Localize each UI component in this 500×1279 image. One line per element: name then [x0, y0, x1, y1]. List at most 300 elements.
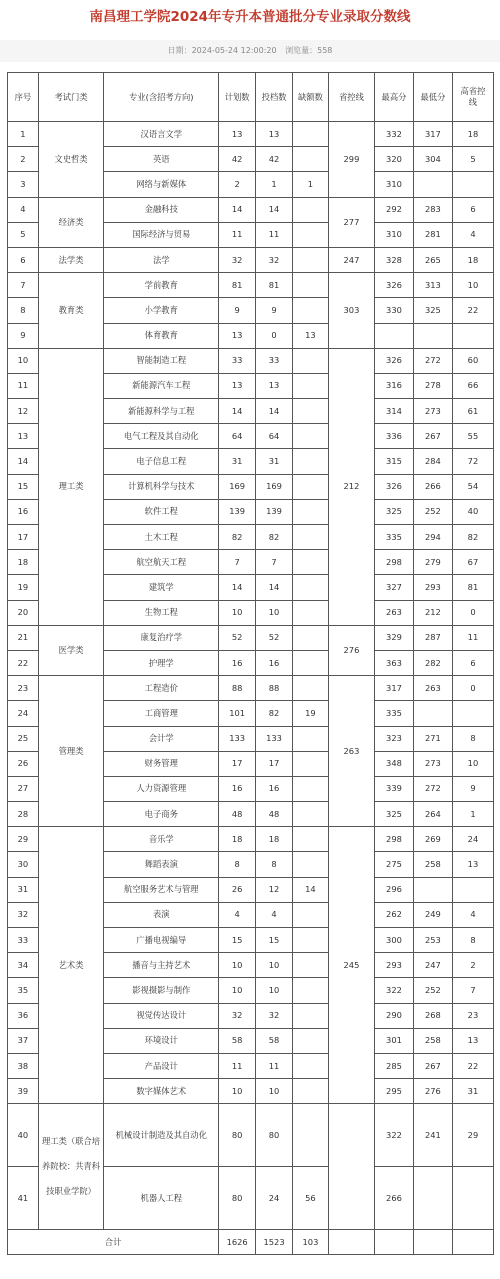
- above-control-line: 8: [452, 726, 493, 751]
- column-header: 序号: [8, 73, 39, 122]
- min-score: 278: [413, 373, 452, 398]
- plan-count: 52: [219, 625, 256, 650]
- total-plan: 1626: [219, 1230, 256, 1255]
- max-score: 298: [375, 550, 414, 575]
- row-index: 12: [8, 399, 39, 424]
- max-score: 295: [375, 1079, 414, 1104]
- filed-count: 12: [256, 877, 293, 902]
- min-score: [413, 323, 452, 348]
- vacancy-count: [293, 373, 329, 398]
- empty-cell: [375, 1230, 414, 1255]
- min-score: [413, 701, 452, 726]
- plan-count: 10: [219, 600, 256, 625]
- table-row: [8, 197, 494, 222]
- above-control-line: 60: [452, 348, 493, 373]
- major-name: 工商管理: [104, 701, 219, 726]
- min-score: 266: [413, 474, 452, 499]
- vacancy-count: [293, 247, 329, 272]
- major-name: 智能制造工程: [104, 348, 219, 373]
- row-index: 5: [8, 222, 39, 247]
- vacancy-count: [293, 298, 329, 323]
- filed-count: 88: [256, 676, 293, 701]
- min-score: 265: [413, 247, 452, 272]
- row-index: 18: [8, 550, 39, 575]
- province-control-line: 245: [328, 827, 374, 1104]
- province-control-line: [328, 1104, 374, 1230]
- table-row: [8, 348, 494, 373]
- row-index: 13: [8, 424, 39, 449]
- max-score: 335: [375, 701, 414, 726]
- max-score: 348: [375, 751, 414, 776]
- max-score: 363: [375, 650, 414, 675]
- column-header: 缺额数: [293, 73, 329, 122]
- above-control-line: 9: [452, 776, 493, 801]
- row-index: 19: [8, 575, 39, 600]
- major-name: 产品设计: [104, 1053, 219, 1078]
- column-header: 最高分: [375, 73, 414, 122]
- filed-count: 18: [256, 827, 293, 852]
- min-score: 252: [413, 499, 452, 524]
- plan-count: 8: [219, 852, 256, 877]
- filed-count: 82: [256, 701, 293, 726]
- max-score: 328: [375, 247, 414, 272]
- score-table-container: [7, 72, 494, 1255]
- plan-count: 13: [219, 373, 256, 398]
- province-control-line: 212: [328, 348, 374, 625]
- above-control-line: 22: [452, 1053, 493, 1078]
- max-score: 315: [375, 449, 414, 474]
- vacancy-count: [293, 953, 329, 978]
- min-score: 325: [413, 298, 452, 323]
- row-index: 14: [8, 449, 39, 474]
- max-score: 298: [375, 827, 414, 852]
- filed-count: 32: [256, 247, 293, 272]
- max-score: 292: [375, 197, 414, 222]
- min-score: 281: [413, 222, 452, 247]
- filed-count: 33: [256, 348, 293, 373]
- vacancy-count: [293, 676, 329, 701]
- above-control-line: [452, 877, 493, 902]
- above-control-line: 66: [452, 373, 493, 398]
- row-index: 3: [8, 172, 39, 197]
- above-control-line: 81: [452, 575, 493, 600]
- filed-count: 133: [256, 726, 293, 751]
- vacancy-count: [293, 424, 329, 449]
- vacancy-count: [293, 1053, 329, 1078]
- exam-category: 教育类: [38, 273, 104, 349]
- plan-count: 133: [219, 726, 256, 751]
- vacancy-count: [293, 273, 329, 298]
- max-score: 285: [375, 1053, 414, 1078]
- major-name: 体育教育: [104, 323, 219, 348]
- above-control-line: 8: [452, 928, 493, 953]
- row-index: 26: [8, 751, 39, 776]
- row-index: 1: [8, 122, 39, 147]
- row-index: 15: [8, 474, 39, 499]
- major-name: 法学: [104, 247, 219, 272]
- plan-count: 139: [219, 499, 256, 524]
- above-control-line: 24: [452, 827, 493, 852]
- min-score: 212: [413, 600, 452, 625]
- above-control-line: 61: [452, 399, 493, 424]
- row-index: 8: [8, 298, 39, 323]
- major-name: 财务管理: [104, 751, 219, 776]
- plan-count: 81: [219, 273, 256, 298]
- plan-count: 10: [219, 978, 256, 1003]
- empty-cell: [328, 1230, 374, 1255]
- exam-category: 管理类: [38, 676, 104, 827]
- min-score: 304: [413, 147, 452, 172]
- plan-count: 11: [219, 1053, 256, 1078]
- plan-count: 88: [219, 676, 256, 701]
- vacancy-count: [293, 928, 329, 953]
- max-score: 329: [375, 625, 414, 650]
- row-index: 9: [8, 323, 39, 348]
- min-score: 269: [413, 827, 452, 852]
- filed-count: 0: [256, 323, 293, 348]
- major-name: 电子信息工程: [104, 449, 219, 474]
- above-control-line: [452, 701, 493, 726]
- max-score: 316: [375, 373, 414, 398]
- table-row: [8, 247, 494, 272]
- filed-count: 10: [256, 978, 293, 1003]
- min-score: 273: [413, 751, 452, 776]
- plan-count: 7: [219, 550, 256, 575]
- province-control-line: 299: [328, 122, 374, 198]
- min-score: 273: [413, 399, 452, 424]
- major-name: 国际经济与贸易: [104, 222, 219, 247]
- min-score: 287: [413, 625, 452, 650]
- above-control-line: 13: [452, 852, 493, 877]
- plan-count: 2: [219, 172, 256, 197]
- above-control-line: [452, 323, 493, 348]
- row-index: 20: [8, 600, 39, 625]
- min-score: [413, 172, 452, 197]
- min-score: 252: [413, 978, 452, 1003]
- major-name: 软件工程: [104, 499, 219, 524]
- row-index: 32: [8, 902, 39, 927]
- plan-count: 13: [219, 122, 256, 147]
- above-control-line: 23: [452, 1003, 493, 1028]
- row-index: 35: [8, 978, 39, 1003]
- row-index: 17: [8, 525, 39, 550]
- max-score: 300: [375, 928, 414, 953]
- plan-count: 101: [219, 701, 256, 726]
- above-control-line: 2: [452, 953, 493, 978]
- table-row: [8, 1104, 494, 1167]
- min-score: 258: [413, 852, 452, 877]
- min-score: 264: [413, 802, 452, 827]
- vacancy-count: [293, 474, 329, 499]
- plan-count: 26: [219, 877, 256, 902]
- row-index: 39: [8, 1079, 39, 1104]
- major-name: 视觉传达设计: [104, 1003, 219, 1028]
- major-name: 小学教育: [104, 298, 219, 323]
- above-control-line: 0: [452, 676, 493, 701]
- major-name: 土木工程: [104, 525, 219, 550]
- row-index: 22: [8, 650, 39, 675]
- max-score: 275: [375, 852, 414, 877]
- max-score: [375, 323, 414, 348]
- exam-category: 医学类: [38, 625, 104, 675]
- above-control-line: 4: [452, 902, 493, 927]
- major-name: 数字媒体艺术: [104, 1079, 219, 1104]
- plan-count: 13: [219, 323, 256, 348]
- row-index: 30: [8, 852, 39, 877]
- max-score: 310: [375, 222, 414, 247]
- table-row: [8, 122, 494, 147]
- plan-count: 14: [219, 399, 256, 424]
- filed-count: 14: [256, 197, 293, 222]
- min-score: 258: [413, 1028, 452, 1053]
- exam-category: 文史哲类: [38, 122, 104, 198]
- above-control-line: 11: [452, 625, 493, 650]
- major-name: 音乐学: [104, 827, 219, 852]
- filed-count: 11: [256, 1053, 293, 1078]
- vacancy-count: [293, 449, 329, 474]
- vacancy-count: [293, 1003, 329, 1028]
- column-header: 最低分: [413, 73, 452, 122]
- above-control-line: 18: [452, 122, 493, 147]
- filed-count: 10: [256, 953, 293, 978]
- row-index: 21: [8, 625, 39, 650]
- filed-count: 10: [256, 600, 293, 625]
- min-score: 282: [413, 650, 452, 675]
- plan-count: 33: [219, 348, 256, 373]
- total-label: 合计: [8, 1230, 219, 1255]
- max-score: 326: [375, 348, 414, 373]
- above-control-line: [452, 172, 493, 197]
- vacancy-count: [293, 1079, 329, 1104]
- plan-count: 17: [219, 751, 256, 776]
- max-score: 322: [375, 1104, 414, 1167]
- row-index: 25: [8, 726, 39, 751]
- min-score: 268: [413, 1003, 452, 1028]
- above-control-line: 54: [452, 474, 493, 499]
- vacancy-count: [293, 1104, 329, 1167]
- vacancy-count: 56: [293, 1167, 329, 1230]
- filed-count: 14: [256, 399, 293, 424]
- above-control-line: [452, 1167, 493, 1230]
- major-name: 航空航天工程: [104, 550, 219, 575]
- filed-count: 13: [256, 122, 293, 147]
- vacancy-count: [293, 827, 329, 852]
- min-score: 293: [413, 575, 452, 600]
- major-name: 网络与新媒体: [104, 172, 219, 197]
- row-index: 10: [8, 348, 39, 373]
- column-header: 投档数: [256, 73, 293, 122]
- max-score: 263: [375, 600, 414, 625]
- vacancy-count: [293, 625, 329, 650]
- plan-count: 32: [219, 247, 256, 272]
- vacancy-count: [293, 978, 329, 1003]
- major-name: 电子商务: [104, 802, 219, 827]
- row-index: 37: [8, 1028, 39, 1053]
- vacancy-count: 1: [293, 172, 329, 197]
- empty-cell: [452, 1230, 493, 1255]
- filed-count: 9: [256, 298, 293, 323]
- above-control-line: 40: [452, 499, 493, 524]
- province-control-line: 263: [328, 676, 374, 827]
- row-index: 41: [8, 1167, 39, 1230]
- major-name: 广播电视编导: [104, 928, 219, 953]
- max-score: 326: [375, 474, 414, 499]
- major-name: 会计学: [104, 726, 219, 751]
- vacancy-count: [293, 147, 329, 172]
- filed-count: 81: [256, 273, 293, 298]
- major-name: 护理学: [104, 650, 219, 675]
- max-score: 317: [375, 676, 414, 701]
- plan-count: 80: [219, 1167, 256, 1230]
- vacancy-count: [293, 348, 329, 373]
- plan-count: 10: [219, 953, 256, 978]
- row-index: 11: [8, 373, 39, 398]
- max-score: 335: [375, 525, 414, 550]
- exam-category: 经济类: [38, 197, 104, 247]
- empty-cell: [413, 1230, 452, 1255]
- vacancy-count: [293, 399, 329, 424]
- max-score: 322: [375, 978, 414, 1003]
- exam-category: 理工类（联合培养院校：共青科技职业学院）: [38, 1104, 104, 1230]
- min-score: [413, 1167, 452, 1230]
- max-score: 339: [375, 776, 414, 801]
- vacancy-count: [293, 499, 329, 524]
- max-score: 290: [375, 1003, 414, 1028]
- vacancy-count: [293, 802, 329, 827]
- plan-count: 11: [219, 222, 256, 247]
- table-header-row: [8, 73, 494, 122]
- major-name: 播音与主持艺术: [104, 953, 219, 978]
- vacancy-count: [293, 122, 329, 147]
- row-index: 24: [8, 701, 39, 726]
- plan-count: 16: [219, 776, 256, 801]
- min-score: 272: [413, 776, 452, 801]
- above-control-line: 18: [452, 247, 493, 272]
- plan-count: 82: [219, 525, 256, 550]
- row-index: 29: [8, 827, 39, 852]
- major-name: 工程造价: [104, 676, 219, 701]
- filed-count: 8: [256, 852, 293, 877]
- column-header: 省控线: [328, 73, 374, 122]
- exam-category: 理工类: [38, 348, 104, 625]
- row-index: 38: [8, 1053, 39, 1078]
- row-index: 23: [8, 676, 39, 701]
- plan-count: 31: [219, 449, 256, 474]
- major-name: 学前教育: [104, 273, 219, 298]
- min-score: 267: [413, 1053, 452, 1078]
- score-table: [7, 72, 494, 1255]
- min-score: 272: [413, 348, 452, 373]
- filed-count: 14: [256, 575, 293, 600]
- above-control-line: 6: [452, 650, 493, 675]
- filed-count: 169: [256, 474, 293, 499]
- filed-count: 80: [256, 1104, 293, 1167]
- max-score: 310: [375, 172, 414, 197]
- vacancy-count: 13: [293, 323, 329, 348]
- major-name: 计算机科学与技术: [104, 474, 219, 499]
- filed-count: 16: [256, 650, 293, 675]
- max-score: 330: [375, 298, 414, 323]
- above-control-line: 7: [452, 978, 493, 1003]
- row-index: 40: [8, 1104, 39, 1167]
- exam-category: 艺术类: [38, 827, 104, 1104]
- column-header: 专业(含招考方向): [104, 73, 219, 122]
- row-index: 27: [8, 776, 39, 801]
- max-score: 332: [375, 122, 414, 147]
- filed-count: 16: [256, 776, 293, 801]
- max-score: 336: [375, 424, 414, 449]
- plan-count: 9: [219, 298, 256, 323]
- vacancy-count: [293, 726, 329, 751]
- vacancy-count: [293, 525, 329, 550]
- row-index: 2: [8, 147, 39, 172]
- column-header: 考试门类: [38, 73, 104, 122]
- filed-count: 1: [256, 172, 293, 197]
- min-score: 294: [413, 525, 452, 550]
- min-score: 279: [413, 550, 452, 575]
- plan-count: 4: [219, 902, 256, 927]
- max-score: 293: [375, 953, 414, 978]
- max-score: 296: [375, 877, 414, 902]
- min-score: 313: [413, 273, 452, 298]
- vacancy-count: [293, 575, 329, 600]
- row-index: 31: [8, 877, 39, 902]
- major-name: 建筑学: [104, 575, 219, 600]
- min-score: 253: [413, 928, 452, 953]
- above-control-line: 31: [452, 1079, 493, 1104]
- vacancy-count: [293, 902, 329, 927]
- above-control-line: 13: [452, 1028, 493, 1053]
- vacancy-count: [293, 1028, 329, 1053]
- filed-count: 82: [256, 525, 293, 550]
- max-score: 262: [375, 902, 414, 927]
- above-control-line: 82: [452, 525, 493, 550]
- publish-date: 日期：2024-05-24 12:00:20: [167, 46, 277, 55]
- above-control-line: 1: [452, 802, 493, 827]
- plan-count: 64: [219, 424, 256, 449]
- plan-count: 80: [219, 1104, 256, 1167]
- filed-count: 15: [256, 928, 293, 953]
- row-index: 33: [8, 928, 39, 953]
- major-name: 航空服务艺术与管理: [104, 877, 219, 902]
- major-name: 舞蹈表演: [104, 852, 219, 877]
- plan-count: 48: [219, 802, 256, 827]
- vacancy-count: [293, 751, 329, 776]
- major-name: 生物工程: [104, 600, 219, 625]
- above-control-line: 6: [452, 197, 493, 222]
- province-control-line: 247: [328, 247, 374, 272]
- plan-count: 42: [219, 147, 256, 172]
- max-score: 325: [375, 499, 414, 524]
- row-index: 16: [8, 499, 39, 524]
- total-vacancy: 103: [293, 1230, 329, 1255]
- filed-count: 48: [256, 802, 293, 827]
- major-name: 汉语言文学: [104, 122, 219, 147]
- min-score: 276: [413, 1079, 452, 1104]
- max-score: 326: [375, 273, 414, 298]
- filed-count: 64: [256, 424, 293, 449]
- major-name: 康复治疗学: [104, 625, 219, 650]
- min-score: 247: [413, 953, 452, 978]
- vacancy-count: [293, 600, 329, 625]
- major-name: 表演: [104, 902, 219, 927]
- vacancy-count: 14: [293, 877, 329, 902]
- filed-count: 42: [256, 147, 293, 172]
- table-row: [8, 273, 494, 298]
- min-score: 284: [413, 449, 452, 474]
- row-index: 6: [8, 247, 39, 272]
- table-row: [8, 625, 494, 650]
